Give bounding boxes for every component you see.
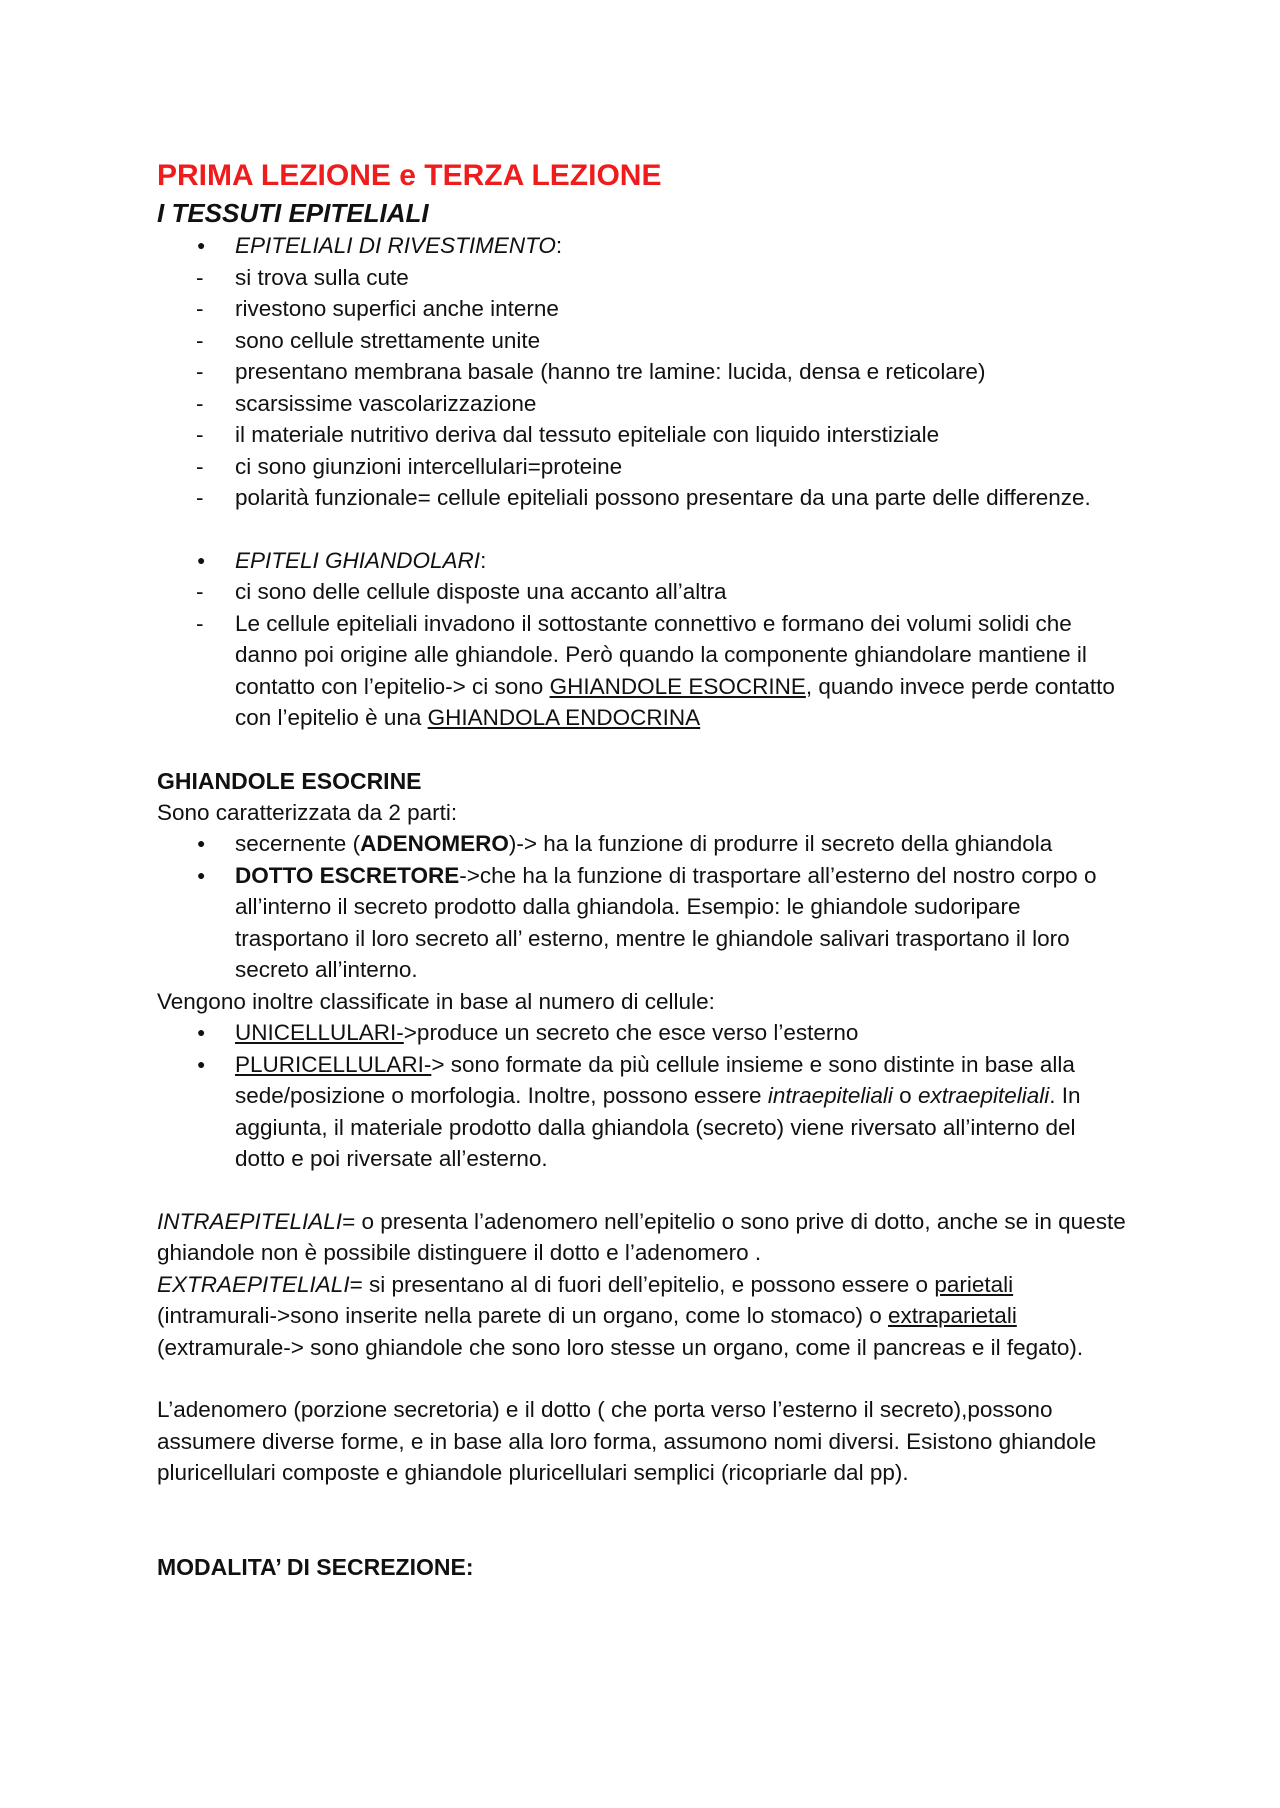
list-item: - si trova sulla cute	[157, 262, 1130, 294]
list-item: - Le cellule epiteliali invadono il sottostante connettivo e formano dei volumi solidi che danno poi origine alle ghiandole. Però quando la componente ghiandolare mantiene il contatto con l’epitelio-> ci sono GHIANDOLE ESOCRINE, quando invece perde contatto con l’epitelio è una GHIANDOLA ENDOCRINA	[157, 608, 1130, 734]
list-item: ● DOTTO ESCRETORE->che ha la funzione di trasportare all’esterno del nostro corpo o all’interno il secreto prodotto dalla ghiandola. Esempio: le ghiandole sudoripare trasportano il loro secreto all’ esterno, mentre le ghiandole salivari trasportano il loro secreto all’interno.	[157, 860, 1130, 986]
list-item: - ci sono giunzioni intercellulari=proteine	[157, 451, 1130, 483]
esocrine-heading: GHIANDOLE ESOCRINE	[157, 767, 422, 794]
list-item: - scarsissime vascolarizzazione	[157, 388, 1130, 420]
intraepiteliali-paragraph: INTRAEPITELIALI= o presenta l’adenomero nell’epitelio o sono prive di dotto, anche se in queste ghiandole non è possibile distinguere il dotto e l’adenomero .	[157, 1208, 1126, 1265]
list-item: - il materiale nutritivo deriva dal tessuto epiteliale con liquido interstiziale	[157, 419, 1130, 451]
link-ghiandole-esocrine: GHIANDOLE ESOCRINE	[549, 673, 806, 699]
ghiandolari-list	[157, 545, 1130, 734]
esocrine-intro: Sono caratterizzata da 2 parti:	[157, 799, 458, 825]
list-item: - sono cellule strettamente unite	[157, 325, 1130, 357]
extraepiteliali-paragraph: EXTRAEPITELIALI= si presentano al di fuori dell’epitelio, e possono essere o parietali (intramurali->sono inserite nella parete di un organo, come lo stomaco) o extraparietali (extramurale-> sono ghiandole che sono loro stesse un organo, come il pancreas e il fegato).	[157, 1271, 1084, 1360]
modalita-heading: MODALITA’ DI SECREZIONE:	[157, 1553, 474, 1580]
link-ghiandola-endocrina: GHIANDOLA ENDOCRINA	[427, 705, 701, 730]
list-item: - rivestono superfici anche interne	[157, 293, 1130, 325]
list-item: ● UNICELLULARI->produce un secreto che esce verso l’esterno	[157, 1017, 1130, 1049]
adenomero-paragraph: L’adenomero (porzione secretoria) e il dotto ( che porta verso l’esterno il secreto),possono assumere diverse forme, e in base alla loro forma, assumono nomi diversi. Esistono ghiandole pluricellulari composte e ghiandole pluricellulari semplici (ricopriarle dal pp).	[157, 1397, 1097, 1485]
page-title: PRIMA LEZIONE e TERZA LEZIONE	[157, 159, 662, 192]
list-item: - presentano membrana basale (hanno tre lamine: lucida, densa e reticolare)	[157, 356, 1130, 388]
esocrine-parts-list	[157, 828, 1130, 986]
ghiandolari-heading: ● EPITELI GHIANDOLARI:	[157, 545, 1130, 577]
list-item: ● PLURICELLULARI-> sono formate da più cellule insieme e sono distinte in base alla sede/posizione o morfologia. Inoltre, possono essere intraepiteliali o extraepiteliali. In aggiunta, il materiale prodotto dalla ghiandola (secreto) viene riversato all’interno del dotto e poi riversate all’esterno.	[157, 1049, 1130, 1175]
section-subtitle: I TESSUTI EPITELIALI	[157, 198, 429, 228]
list-item: ● secernente (ADENOMERO)-> ha la funzione di produrre il secreto della ghiandola	[157, 828, 1130, 860]
rivestimento-list	[157, 230, 1130, 514]
list-item: - polarità funzionale= cellule epiteliali possono presentare da una parte delle differenze.	[157, 482, 1130, 514]
rivestimento-heading: ● EPITELIALI DI RIVESTIMENTO:	[157, 230, 1130, 262]
classify-list	[157, 1017, 1130, 1175]
classify-text: Vengono inoltre classificate in base al numero di cellule:	[157, 988, 715, 1014]
list-item: - ci sono delle cellule disposte una accanto all’altra	[157, 576, 1130, 608]
